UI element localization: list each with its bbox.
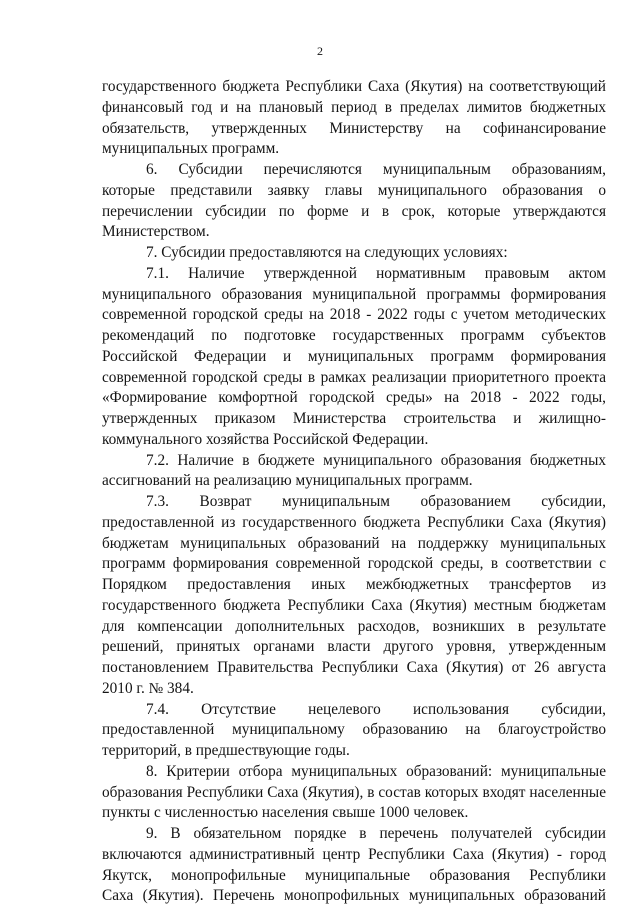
- text-line: территорий, в предшествующие годы.: [102, 742, 350, 759]
- text-line: перечислении субсидии по форме и в срок, которые утверждаются: [102, 202, 606, 220]
- text-line: для компенсации дополнительных расходов, возникших в результате: [102, 617, 606, 635]
- text-line: Российской Федерации и муниципальных программ формирования: [102, 347, 606, 365]
- text-line: Якутск, монопрофильные муниципальные образования Республики: [102, 866, 606, 884]
- text-line: утвержденных приказом Министерства строительства и жилищно-: [102, 410, 606, 427]
- text-line: бюджетам муниципальных образований на поддержку муниципальных: [102, 534, 606, 552]
- text-line: 7.4. Отсутствие нецелевого использования субсидии,: [146, 700, 606, 718]
- text-line: 7.1. Наличие утвержденной нормативным правовым актом: [146, 264, 606, 282]
- text-line: 7.3. Возврат муниципальным образованием субсидии,: [146, 493, 606, 510]
- text-line: предоставленной муниципальному образованию на благоустройство: [102, 721, 606, 739]
- text-line: муниципальных программ.: [102, 140, 280, 158]
- text-lines: [102, 77, 606, 907]
- text-line: 8. Критерии отбора муниципальных образований: муниципальные: [146, 762, 606, 780]
- text-line: государственного бюджета Республики Саха (Якутия) местным бюджетам: [102, 596, 606, 614]
- text-line: постановлением Правительства Республики Саха (Якутия) от 26 августа: [102, 659, 606, 676]
- text-line: обязательств, утвержденных Министерству на софинансирование: [102, 119, 606, 137]
- text-line: пункты с численностью населения свыше 1000 человек.: [102, 804, 469, 822]
- text-line: ассигнований на реализацию муниципальных программ.: [102, 472, 473, 490]
- text-line: современной городской среды в рамках реализации приоритетного проекта: [102, 368, 606, 386]
- text-line: Порядком предоставления иных межбюджетных трансфертов из: [102, 576, 606, 593]
- text-line: 2010 г. № 384.: [102, 679, 194, 697]
- text-line: государственного бюджета Республики Саха (Якутия) на соответствующий: [102, 78, 606, 95]
- text-line: решений, принятых органами власти другого уровня, утвержденным: [102, 638, 606, 656]
- page-number: 2: [317, 44, 323, 58]
- text-line: которые представили заявку главы муниципального образования о: [102, 181, 606, 199]
- text-line: образования Республики Саха (Якутия), в состав которых входят населенные: [102, 783, 606, 801]
- text-line: 7. Субсидии предоставляются на следующих условиях:: [146, 244, 508, 261]
- text-line: 7.2. Наличие в бюджете муниципального образования бюджетных: [146, 451, 606, 469]
- text-line: предоставленной из государственного бюджета Республики Саха (Якутия): [102, 513, 606, 531]
- text-line: включаются административный центр Республики Саха (Якутия) - город: [102, 845, 606, 863]
- text-line: «Формирование комфортной городской среды» на 2018 - 2022 годы,: [102, 389, 606, 407]
- text-line: программ формирования современной городской среды, в соответствии с: [102, 555, 606, 573]
- text-line: Министерством.: [102, 223, 210, 241]
- text-line: Саха (Якутия). Перечень монопрофильных муниципальных образований: [102, 887, 606, 905]
- text-line: коммунального хозяйства Российской Федерации.: [102, 430, 429, 448]
- text-line: современной городской среды на 2018 - 2022 годы с учетом методических: [102, 306, 606, 324]
- text-line: 6. Субсидии перечисляются муниципальным образованиям,: [146, 161, 606, 178]
- text-line: рекомендаций по подготовке государственных программ субъектов: [102, 327, 606, 344]
- text-line: муниципального образования муниципальной программы формирования: [102, 285, 606, 303]
- text-line: финансовый год и на плановый период в пределах лимитов бюджетных: [102, 98, 606, 116]
- document-body: [102, 77, 606, 907]
- text-line: 9. В обязательном порядке в перечень получателей субсидии: [146, 825, 606, 842]
